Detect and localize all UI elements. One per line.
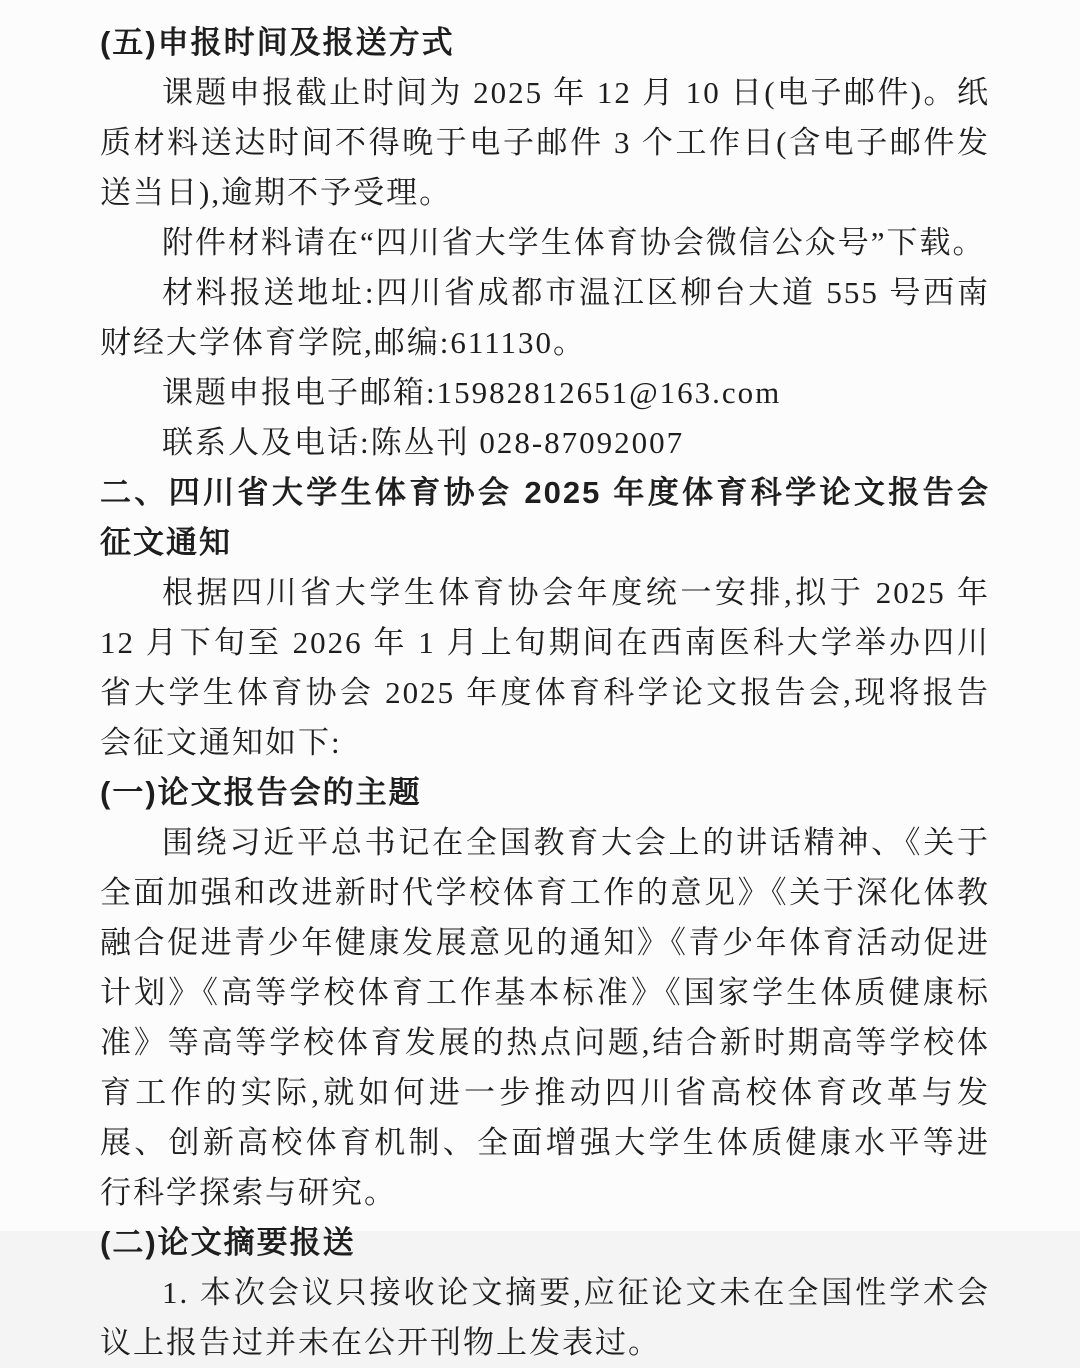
section-heading-call-for-papers: 二、四川省大学生体育协会 2025 年度体育科学论文报告会征文通知: [100, 475, 990, 560]
paragraph-theme-description: 围绕习近平总书记在全国教育大会上的讲话精神、《关于全面加强和改进新时代学校体育工作的意见》《关于深化体教融合促进青少年健康发展意见的通知》《青少年体育活动促进计划》《高等学校体育工作基本标准》《国家学生体质健康标准》等高等学校体育发展的热点问题,结合新时期高等学校体育工作的实际,就如何进一步推动四川省高校体育改革与发展、创新高校体育机制、全面增强大学生体质健康水平等进行科学探索与研究。: [100, 825, 990, 1210]
paragraph-conference-arrangement: 根据四川省大学生体育协会年度统一安排,拟于 2025 年 12 月下旬至 2026 年 1 月上旬期间在西南医科大学举办四川省大学生体育协会 2025 年度体育科学论文报告会,现将报告会征文通知如下:: [100, 575, 990, 760]
paragraph-deadline: 课题申报截止时间为 2025 年 12 月 10 日(电子邮件)。纸质材料送达时间不得晚于电子邮件 3 个工作日(含电子邮件发送当日),逾期不予受理。: [100, 75, 990, 210]
section-heading-conference-theme: (一)论文报告会的主题: [100, 775, 422, 810]
section-heading-abstract-submission: (二)论文摘要报送: [100, 1225, 356, 1260]
paragraph-attachment-download: 附件材料请在“四川省大学生体育协会微信公众号”下载。: [162, 225, 986, 260]
section-heading-application-time: (五)申报时间及报送方式: [100, 25, 455, 60]
paragraph-application-email: 课题申报电子邮箱:15982812651@163.com: [162, 375, 782, 410]
paragraph-mailing-address: 材料报送地址:四川省成都市温江区柳台大道 555 号西南财经大学体育学院,邮编:611130。: [100, 275, 990, 360]
paragraph-abstract-rule-1: 1. 本次会议只接收论文摘要,应征论文未在全国性学术会议上报告过并未在公开刊物上发表过。: [100, 1275, 990, 1360]
paragraph-contact-phone: 联系人及电话:陈丛刊 028-87092007: [162, 425, 685, 460]
